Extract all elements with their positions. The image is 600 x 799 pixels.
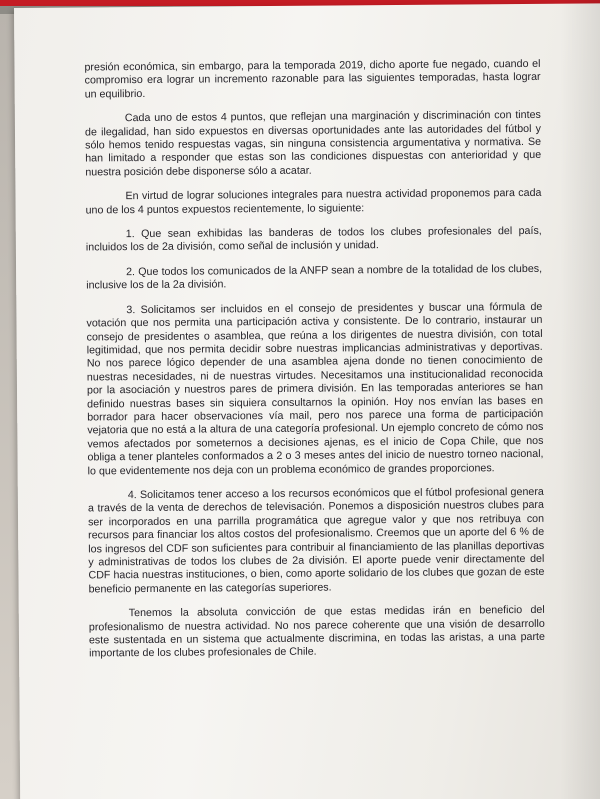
paragraph-point-1: 1. Que sean exhibidas las banderas de todos los clubes profesionales del país, incluidos los de 2a división, como señal de inclusión y unidad. <box>85 224 542 254</box>
paragraph-continuation: presión económica, sin embargo, para la temporada 2019, dicho aporte fue negado, cuando el compromiso era lograr un incremento razonable para las siguientes temporadas, hasta lograr un equilibrio. <box>84 57 541 101</box>
paragraph-point-2: 2. Que todos los comunicados de la ANFP sean a nombre de la totalidad de los clubes, inclusive los de la 2a división. <box>86 262 543 292</box>
paragraph-conclusion: Tenemos la absoluta convicción de que estas medidas irán en beneficio del profesionalismo de nuestra actividad. No nos parece coherente que una visión de desarrollo este sustentada en un sistema que actualmente discrimina, en todas las aristas, a una parte importante de los clubes profesionales de Chile. <box>88 604 546 660</box>
paragraph-point-4: 4. Solicitamos tener acceso a los recursos económicos que el fútbol profesional genera a través de la venta de derechos de televisación. Ponemos a disposición nuestros clubes para ser incorporados en una parrilla programática que agregue valor y que nos retribuya con recursos para financiar los altos costos del profesionalismo. Creemos que un aporte del 6 % de los ingresos del CDF son suficientes para contribuir al financiamiento de las planillas deportivas y administrativas de todos los clubes de 2a división. El aporte puede venir directamente del CDF hacia nuestras instituciones, o bien, como aporte solidario de los clubes que gozan de este beneficio permanente en las categorías superiores. <box>87 485 545 596</box>
paragraph-point-3: 3. Solicitamos ser incluidos en el consejo de presidentes y buscar una fórmula de votación que nos permita una participación activa y consistente. De lo contrario, instaurar un consejo de presidentes o asamblea, que reúna a los dirigentes de nuestra división, con total legitimidad, que nos permita decidir sobre nuestras implicancias administrativas y deportivas. No nos parece lógico depender de una asamblea ajena donde no tienen conocimiento de nuestras necesidades, ni de nuestras virtudes. Necesitamos una institucionalidad reconocida por la asociación y nuestros pares de primera división. En las temporadas anteriores se han definido nuestras bases sin siquiera consultarnos la opinión. Hoy nos envían las bases en borrador para hacer observaciones vía mail, pero nos parece una forma de participación vejatoria que no está a la altura de una categoría profesional. Un ejemplo concreto de cómo nos vemos afectados por someternos a decisiones ajenas, es el inicio de Copa Chile, que nos obliga a tener planteles conformados a 2 o 3 meses antes del inicio de nuestro torneo nacional, lo que evidentemente nos deja con un problema económico de grandes proporciones. <box>86 300 544 477</box>
document-body <box>84 58 545 672</box>
paragraph-proposals-intro: En virtud de lograr soluciones integrales para nuestra actividad proponemos para cada uno de los 4 puntos expuestos recientemente, lo siguiente: <box>85 187 542 217</box>
paragraph-four-points: Cada uno de estos 4 puntos, que reflejan una marginación y discriminación con tintes de ilegalidad, han sido expuestos en diversas oportunidades ante las autoridades del fútbol y sólo hemos tenido respuestas vagas, sin ninguna consistencia argumentativa y normativa. Se han limitado a responder que estas son las condiciones dispuestas con anterioridad y que nuestra posición debe disponerse sólo a acatar. <box>84 109 542 179</box>
paper-sheet <box>14 3 600 799</box>
